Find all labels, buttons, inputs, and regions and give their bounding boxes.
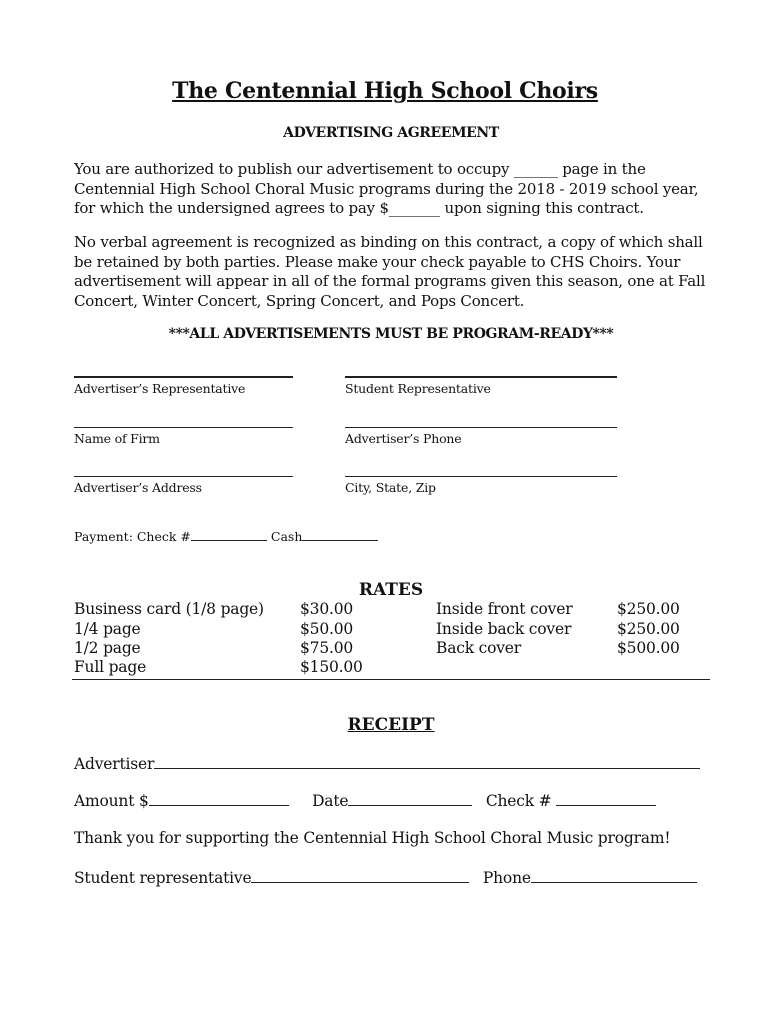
receipt-heading: RECEIPT [347, 715, 435, 735]
student-representative-line[interactable] [345, 376, 617, 378]
rate-price: $150.00 [300, 658, 363, 676]
receipt-student-rep-label: Student representative [74, 869, 252, 887]
rate-item: Inside back cover [436, 620, 572, 638]
receipt-amount-row [74, 791, 656, 810]
receipt-date-field[interactable] [348, 791, 472, 806]
receipt-student-rep-field[interactable] [251, 868, 469, 883]
payment-row [74, 528, 378, 544]
advertiser-phone-line[interactable] [345, 427, 617, 428]
rate-item: Business card (1/8 page) [74, 600, 264, 618]
rate-price: $50.00 [300, 620, 354, 638]
advertiser-phone-label: Advertiser’s Phone [345, 431, 462, 446]
rate-price: $250.00 [617, 600, 680, 618]
receipt-date-label: Date [312, 792, 349, 810]
rate-item: Back cover [436, 639, 521, 657]
terms-paragraph: No verbal agreement is recognized as binding on this contract, a copy of which shall be retained by both parties. Please make your check payable to CHS Choirs. Your advertisement will appear in all of the formal programs given this season, one at Fall Concert, Winter Concert, Spring Concert, and Pops Concert. [74, 233, 706, 310]
rate-price: $250.00 [617, 620, 680, 638]
rate-price: $75.00 [300, 639, 354, 657]
receipt-phone-label: Phone [482, 869, 531, 887]
name-of-firm-label: Name of Firm [74, 431, 160, 446]
advertiser-representative-line[interactable] [74, 376, 293, 378]
rate-item: 1/4 page [74, 620, 141, 638]
rate-item: 1/2 page [74, 639, 141, 657]
receipt-thank-you: Thank you for supporting the Centennial High School Choral Music program! [74, 829, 671, 847]
agreement-heading: ADVERTISING AGREEMENT [283, 125, 499, 141]
city-state-zip-line[interactable] [345, 476, 617, 477]
rate-price: $500.00 [617, 639, 680, 657]
receipt-advertiser-field[interactable] [154, 754, 700, 769]
receipt-advertiser-row [74, 754, 700, 773]
name-of-firm-line[interactable] [74, 427, 293, 428]
rate-item: Inside front cover [436, 600, 573, 618]
advertiser-address-line[interactable] [74, 476, 293, 477]
city-state-zip-label: City, State, Zip [345, 480, 436, 495]
receipt-student-row [74, 868, 697, 887]
check-number-field[interactable] [191, 528, 267, 541]
document-title: The Centennial High School Choirs [172, 78, 598, 104]
payment-check-label: Payment: Check # [74, 529, 191, 544]
rates-heading: RATES [358, 580, 424, 600]
payment-cash-label: Cash [270, 529, 303, 544]
receipt-phone-field[interactable] [531, 868, 697, 883]
receipt-amount-field[interactable] [149, 791, 289, 806]
student-representative-label: Student Representative [345, 381, 491, 396]
rates-divider [72, 679, 710, 680]
advertiser-representative-label: Advertiser’s Representative [74, 381, 246, 396]
cash-field[interactable] [302, 528, 378, 541]
authorization-paragraph: You are authorized to publish our advertisement to occupy ______ page in the Centennial High School Choral Music programs during the 2018 - 2019 school year, for which the undersigned agrees to pay $_______ upon signing this contract. [74, 160, 699, 218]
receipt-check-label: Check # [485, 792, 552, 810]
rate-price: $30.00 [300, 600, 354, 618]
receipt-amount-label: Amount $ [74, 792, 149, 810]
rate-item: Full page [74, 658, 147, 676]
program-ready-notice: ***ALL ADVERTISEMENTS MUST BE PROGRAM-READY*** [168, 326, 614, 342]
receipt-check-field[interactable] [556, 791, 656, 806]
receipt-advertiser-label: Advertiser [74, 755, 155, 773]
advertiser-address-label: Advertiser’s Address [74, 480, 202, 495]
